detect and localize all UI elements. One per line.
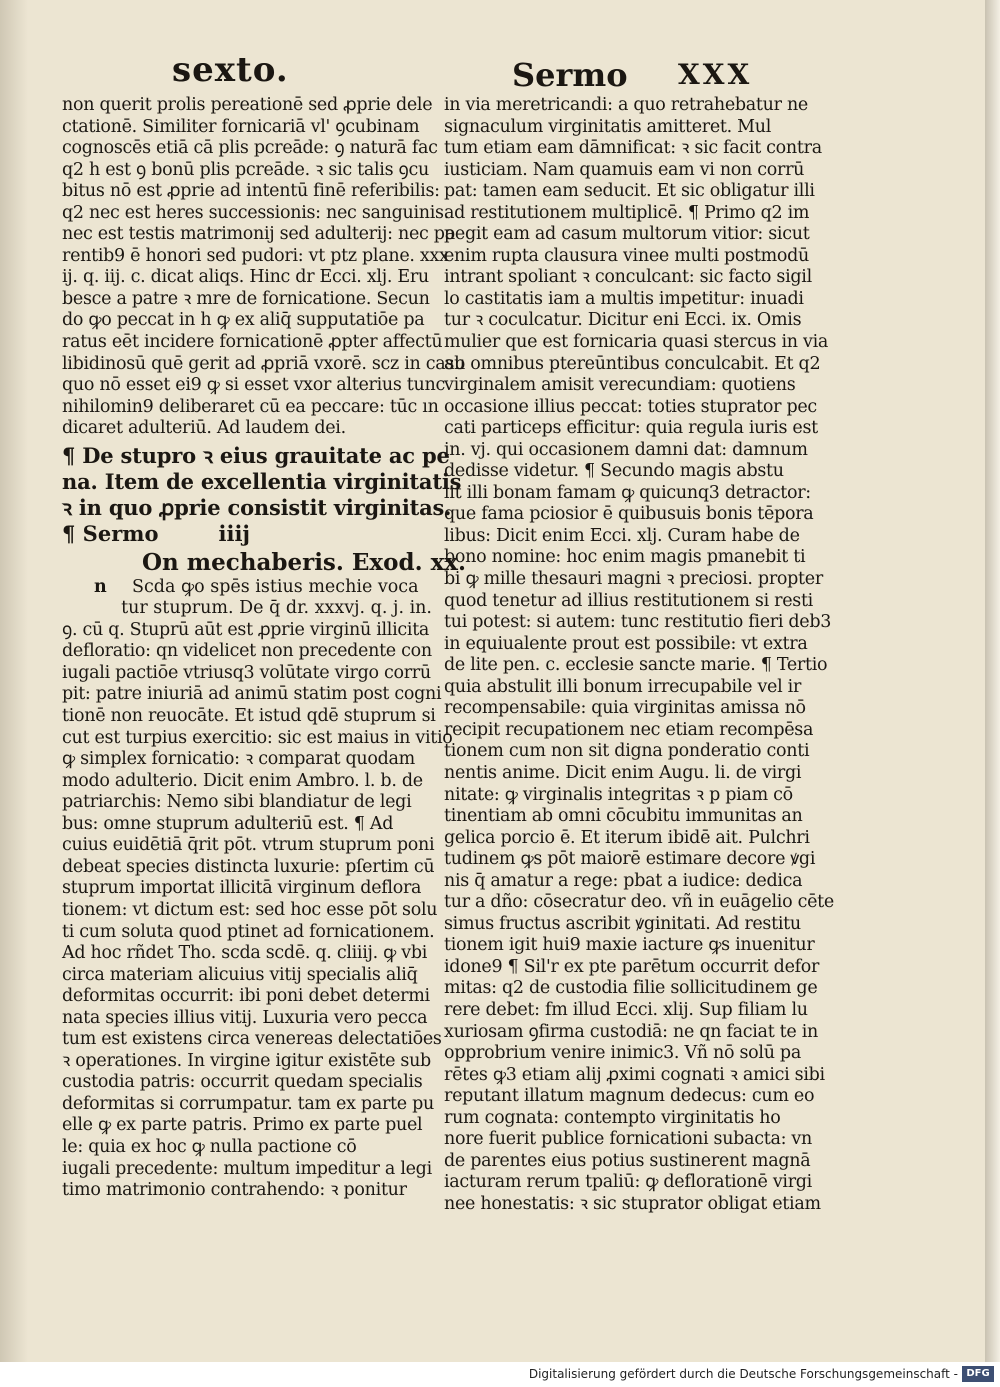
text-line: do ꝙo peccat in h ꝙ ex aliq̄ supputatiōe pa: [62, 310, 425, 331]
text-line: nihilomin9 deliberaret cū ea peccare: tūc ın: [62, 396, 439, 417]
text-line: bono nomine: hoc enim magis pmanebit ti: [444, 547, 806, 568]
text-line: virginalem amisit verecundiam: quotiens: [444, 375, 796, 396]
text-line: ꝯ. cū q. Stuprū aūt est ꝓprie virginū illicita: [62, 619, 430, 640]
text-line: enim rupta clausura vinee multi postmodū: [444, 245, 810, 266]
right-column: [444, 95, 834, 1215]
text-line: nata species illius vitij. Luxuria vero pecca: [62, 1007, 428, 1028]
text-line: dedisse videtur. ¶ Secundo magis abstu: [444, 461, 784, 482]
text-line: nec est testis matrimonij sed adulterij: nec pa: [62, 224, 455, 245]
text-line: tionem igit hui9 maxie iacture ꝙs inuenitur: [444, 935, 815, 956]
text-line: circa materiam alicuius vitij specialis aliq̄: [62, 964, 418, 985]
text-line: pit: patre iniuriā ad animū statim post cogni: [62, 684, 442, 705]
text-line: modo adulterio. Dicit enim Ambro. l. b. de: [62, 770, 423, 791]
text-line: tinentiam ab omni cōcubitu immunitas an: [444, 806, 803, 827]
text-line: quo nō esset ei9 ꝙ si esset vxor alterius tunc: [62, 375, 445, 396]
heading-line: ¶ De stupro ꝛ eius grauitate ac pe: [62, 442, 450, 468]
spine-shadow: [0, 0, 28, 1362]
text-line: tum est existens circa venereas delectatiōes: [62, 1029, 442, 1050]
text-line: bitus nō est ꝓprie ad intentū finē referibilis:: [62, 181, 440, 202]
text-line: cati particeps efficitur: quia regula iuris est: [444, 418, 818, 439]
text-line: q2 nec est heres successionis: nec sanguinis.: [62, 202, 449, 223]
text-line: reputant illatum magnum dedecus: cum eo: [444, 1086, 815, 1107]
text-line: ꝛ operationes. In virgine igitur existēte sub: [62, 1050, 431, 1071]
sermon-incipit: On mechaberis. Exod. xx.: [142, 548, 467, 576]
funding-credit: Digitalisierung gefördert durch die Deutsche Forschungsgemeinschaft -: [528, 1367, 958, 1381]
heading-line: na. Item de excellentia virginitatis: [62, 468, 462, 494]
text-line: debeat species distincta luxurie: pſertim cū: [62, 856, 435, 877]
page-edge: [985, 0, 1000, 1362]
sermon-label: [62, 521, 432, 549]
text-line: tionem: vt dictum est: sed hoc esse pōt solu: [62, 899, 438, 920]
text-line: nitate: ꝙ virginalis integritas ꝛ p piam cō: [444, 784, 793, 805]
sermon-heading: [62, 442, 462, 521]
text-line: que fama pciosior ē quibusuis bonis tēpora: [444, 504, 814, 525]
text-line: timo matrimonio contrahendo: ꝛ ponitur: [62, 1180, 407, 1201]
text-line: non querit prolis pereationē sed ꝓprie dele: [62, 95, 433, 115]
text-line: idone9 ¶ Sil'r ex pte parētum occurrit defor: [444, 956, 820, 977]
text-line: quia abstulit illi bonum irrecupabile vel ir: [444, 676, 802, 697]
text-line: rere debet: fm illud Ecci. xlij. Sup filiam lu: [444, 999, 808, 1020]
text-line: q2 h est ꝯ bonū plis pcreāde. ꝛ sic talis ꝯcu: [62, 159, 429, 180]
text-line: ꝙ simplex fornicatio: ꝛ comparat quodam: [62, 749, 415, 770]
guide-letter: n: [94, 576, 107, 597]
right-text-block: [444, 95, 834, 1215]
running-header-left: sexto.: [172, 50, 289, 90]
text-line: tionem cum non sit digna ponderatio conti: [444, 741, 810, 762]
sermon-number: iiij: [218, 520, 251, 546]
text-line: opprobrium venire inimic3. Vñ nō solū pa: [444, 1043, 801, 1064]
guide-letter: [62, 598, 121, 620]
text-line: elle ꝙ ex parte patris. Primo ex parte puel: [62, 1115, 423, 1136]
indented-line: [62, 577, 432, 599]
text-line: occasione illius peccat: toties stuprator pec: [444, 396, 817, 417]
indented-block: [62, 577, 432, 620]
text-line: simus fructus ascribit ꝟginitati. Ad restitu: [444, 913, 801, 934]
text-line: ab omnibus ptereūntibus conculcabit. Et q2: [444, 353, 821, 374]
text-line: in via meretricandi: a quo retrahebatur ne: [444, 95, 808, 115]
text-line: tur a dño: cōsecratur deo. vñ in euāgelio cēte: [444, 892, 834, 913]
text-line: bi ꝙ mille thesauri magni ꝛ preciosi. propter: [444, 569, 823, 590]
text-line: rum cognata: contempto virginitatis ho: [444, 1107, 781, 1128]
text-line: iugali pactiōe vtriusq3 volūtate virgo corrū: [62, 662, 431, 683]
folio-number: XXX: [678, 58, 753, 91]
text-line: lit illi bonam famam ꝙ quicunq3 detractor:: [444, 482, 811, 503]
text-line: gelica porcio ē. Et iterum ibidē ait. Pulchri: [444, 827, 810, 848]
heading-line: ꝛ in quo ꝓprie consistit virginitas.: [62, 494, 452, 520]
text-line: pat: tamen eam seducit. Et sic obligatur illi: [444, 181, 815, 202]
text-line: rētes ꝙ3 etiam alij ꝓximi cognati ꝛ amici sibi: [444, 1064, 825, 1085]
text-line: le: quia ex hoc ꝙ nulla pactione cō: [62, 1136, 357, 1157]
text-line: quod tenetur ad illius restitutionem si resti: [444, 590, 813, 611]
text-line: ratus eēt incidere fornicationē ꝓpter affectū: [62, 332, 443, 353]
indented-line: [62, 598, 432, 620]
text-line: de lite pen. c. ecclesie sancte marie. ¶ Tertio: [444, 655, 828, 676]
text-line: in. vj. qui occasionem damni dat: damnum: [444, 439, 808, 460]
text-line: deformitas occurrit: ibi poni debet determi: [62, 986, 430, 1007]
text-line: signaculum virginitatis amitteret. Mul: [444, 116, 772, 137]
text-line: patriarchis: Nemo sibi blandiatur de legi: [62, 792, 412, 813]
text-line: intrant spoliant ꝛ conculcant: sic facto sigil: [444, 267, 812, 288]
text-line: custodia patris: occurrit quedam specialis: [62, 1072, 423, 1093]
text-line: mitas: q2 de custodia filie sollicitudinem ge: [444, 978, 818, 999]
text-line: ad restitutionem multiplicē. ¶ Primo q2 im: [444, 202, 810, 223]
text-line: tui potest: si autem: tunc restitutio fieri deb3: [444, 612, 832, 633]
text-line: bus: omne stuprum adulteriū est. ¶ Ad: [62, 813, 394, 834]
text-line: besce a patre ꝛ mre de fornicatione. Secun: [62, 288, 430, 309]
text-line: recipit recupationem nec etiam recompēsa: [444, 719, 814, 740]
sermon-label-text: ¶ Sermo: [62, 520, 159, 546]
text-line: cognoscēs etiā cā plis pcreāde: ꝯ naturā fac: [62, 138, 438, 159]
dfg-logo: DFG: [962, 1366, 994, 1382]
text-line: nentis anime. Dicit enim Augu. li. de virgi: [444, 762, 802, 783]
text-line: tudinem ꝙs pōt maiorē estimare decore ꝟgi: [444, 849, 816, 870]
text-line: libidinosū quē gerit ad ꝓpriā vxorē. scz in casu: [62, 353, 466, 374]
text-line: dicaret adulteriū. Ad laudem dei.: [62, 418, 346, 439]
left-text-block-bottom: [62, 619, 453, 1202]
text-line: tionē non reuocāte. Et istud qdē stuprum si: [62, 706, 436, 727]
text-line: deformitas si corrumpatur. tam ex parte pu: [62, 1093, 434, 1114]
text-line: cut est turpius exercitio: sic est maius in vitio: [62, 727, 453, 748]
text-line: nis q̄ amatur a rege: pbat a iudice: dedica: [444, 870, 803, 891]
text-line: Ad hoc rñdet Tho. scda scdē. q. cliiij. ꝙ vbi: [62, 943, 428, 964]
text-line: tur ꝛ coculcatur. Dicitur eni Ecci. ix. Omis: [444, 310, 802, 331]
text-line: tur stuprum. De q̄ dr. xxxvj. q. j. in.: [121, 598, 432, 619]
text-line: tum etiam eam dāmnificat: ꝛ sic facit contra: [444, 138, 822, 159]
text-line: nee honestatis: ꝛ sic stuprator obligat etiam: [444, 1193, 821, 1214]
text-line: cuius euidētiā q̄rit pōt. vtrum stuprum poni: [62, 835, 435, 856]
text-line: recompensabile: quia virginitas amissa nō: [444, 698, 806, 719]
running-header-right: Sermo: [512, 56, 628, 94]
text-line: iusticiam. Nam quamuis eam vi non corrū: [444, 159, 805, 180]
text-line: defloratio: qn videlicet non precedente con: [62, 641, 432, 662]
text-line: rentib9 ē honori sed pudori: vt ptz plane. xxx: [62, 245, 449, 266]
text-line: ti cum soluta quod ptinet ad fornicationem.: [62, 921, 435, 942]
text-line: xuriosam ꝯfirma custodiā: ne qn faciat te in: [444, 1021, 819, 1042]
text-line: libus: Dicit enim Ecci. xlj. Curam habe de: [444, 525, 800, 546]
text-line: iugali precedente: multum impeditur a legi: [62, 1158, 432, 1179]
text-line: lo castitatis iam a multis impetitur: inuadi: [444, 288, 804, 309]
left-text-block-top: [62, 95, 466, 440]
text-line: pegit eam ad casum multorum vitior: sicut: [444, 224, 810, 245]
text-line: Scda ꝙo spēs istius mechie voca: [132, 576, 419, 597]
text-line: iacturam rerum tpaliū: ꝙ deflorationē virgi: [444, 1172, 812, 1193]
text-line: de parentes eius potius sustinerent magnā: [444, 1150, 811, 1171]
text-line: mulier que est fornicaria quasi stercus in via: [444, 332, 829, 353]
text-line: nore fuerit publice fornicationi subacta: vn: [444, 1129, 812, 1150]
text-line: ij. q. iij. c. dicat aliqs. Hinc dr Ecci. xlj. Eru: [62, 267, 429, 288]
left-column: [62, 95, 467, 1202]
text-line: stuprum importat illicitā virginum deflora: [62, 878, 422, 899]
text-line: in equiualente prout est possibile: vt extra: [444, 633, 808, 654]
text-line: ctationē. Similiter fornicariā vl' ꝯcubinam: [62, 116, 420, 137]
